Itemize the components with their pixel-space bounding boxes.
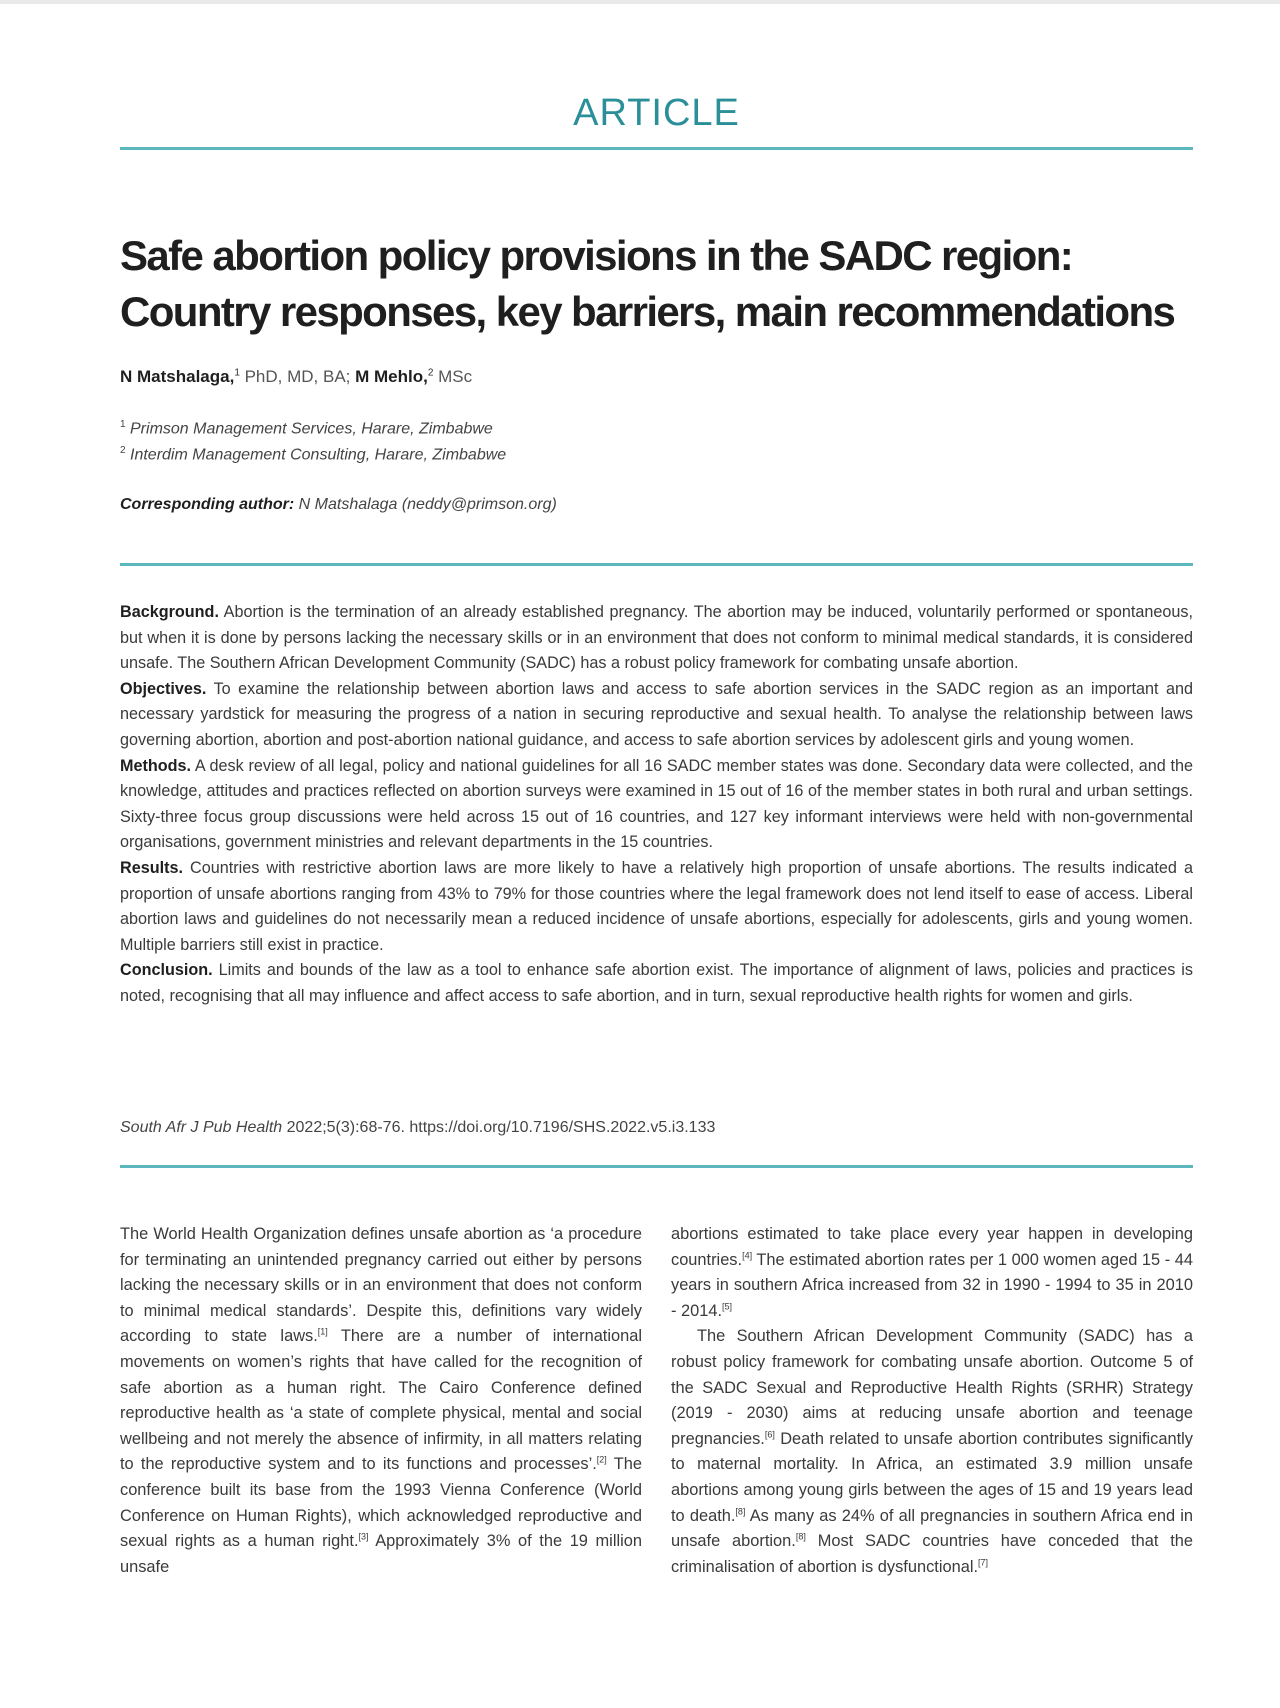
body-column-left bbox=[120, 1222, 642, 1580]
affiliation-2 bbox=[120, 445, 506, 464]
page-top-edge bbox=[0, 0, 1280, 4]
section-label: ARTICLE bbox=[573, 92, 740, 134]
body-right-p1-text-2: The estimated abortion rates per 1 000 women aged 15 - 44 years in southern Africa increased from 32 in 1990 - 1994 to 35 in 2010 - 2014. bbox=[671, 1250, 1193, 1320]
affiliation-2-number: 2 bbox=[120, 445, 126, 456]
abstract-top-rule bbox=[120, 563, 1193, 566]
abstract-methods-label: Methods. bbox=[120, 756, 192, 775]
reference-6: [6] bbox=[764, 1429, 775, 1440]
abstract-objectives-label: Objectives. bbox=[120, 679, 207, 698]
abstract-objectives bbox=[120, 677, 1193, 754]
body-right-paragraph-1 bbox=[671, 1222, 1193, 1324]
abstract-background-text: Abortion is the termination of an already established pregnancy. The abortion may be induced, voluntarily performed or spontaneous, but when it is done by persons lacking the necessary skills or in an environment that does not conform to minimal medical standards, it is considered unsafe. The Southern African Development Community (SADC) has a robust policy framework for combating unsafe abortion. bbox=[120, 603, 1193, 673]
abstract-methods-text: A desk review of all legal, policy and national guidelines for all 16 SADC member states was done. Secondary data were collected, and the knowledge, attitudes and practices reflected on abortion surveys were examined in 15 out of 16 of the member states in both rural and urban settings. Sixty-three focus group discussions were held across 15 out of 16 countries, and 127 key informant interviews were held with non-governmental organisations, government ministries and relevant departments in the 15 countries. bbox=[120, 756, 1193, 852]
body-right-p2-text-4: Most SADC countries have conceded that the criminalisation of abortion is dysfunctional. bbox=[671, 1532, 1193, 1576]
title-line-1: Safe abortion policy provisions in the SADC region: bbox=[120, 232, 1073, 279]
body-column-right bbox=[671, 1222, 1193, 1580]
abstract-conclusion bbox=[120, 958, 1193, 1009]
reference-7: [7] bbox=[978, 1557, 989, 1568]
author-1-name: N Matshalaga, bbox=[120, 367, 235, 386]
reference-4: [4] bbox=[742, 1250, 753, 1261]
body-left-text-3: The conference built its base from the 1993 Vienna Conference (World Conference on Human Rights), which acknowledged reproductive and sexual rights as a human right. bbox=[120, 1455, 642, 1551]
citation-journal: South Afr J Pub Health bbox=[120, 1119, 283, 1136]
abstract-results-text: Countries with restrictive abortion laws are more likely to have a relatively high proportion of unsafe abortions. The results indicated a proportion of unsafe abortions ranging from 43% to 79% for those countries where the legal framework does not lend itself to ease of access. Liberal abortion laws and guidelines do not necessarily mean a reduced incidence of unsafe abortions, especially for adolescents, girls and young women. Multiple barriers still exist in practice. bbox=[120, 858, 1193, 954]
body-left-text-1: The World Health Organization defines unsafe abortion as ‘a procedure for terminating an unintended pregnancy carried out either by persons lacking the necessary skills or in an environment that does not conform to minimal medical standards’. Despite this, definitions vary widely according to state laws. bbox=[120, 1225, 642, 1346]
body-right-p2-text-3: As many as 24% of all pregnancies in southern Africa end in unsafe abortion. bbox=[671, 1506, 1193, 1551]
reference-3: [3] bbox=[358, 1531, 369, 1542]
author-2-degrees: MSc bbox=[433, 367, 473, 386]
author-2-name: M Mehlo, bbox=[355, 367, 428, 386]
affiliation-1-number: 1 bbox=[120, 419, 126, 430]
citation-line bbox=[120, 1119, 715, 1137]
reference-1: [1] bbox=[317, 1326, 328, 1337]
affiliation-2-text: Interdim Management Consulting, Harare, Zimbabwe bbox=[125, 446, 507, 464]
body-right-paragraph-2 bbox=[671, 1324, 1193, 1580]
title-line-2: Country responses, key barriers, main recommendations bbox=[120, 288, 1175, 335]
body-right-p1-text-1: abortions estimated to take place every year happen in developing countries. bbox=[671, 1225, 1193, 1269]
corresponding-author-label: Corresponding author: bbox=[120, 496, 295, 513]
reference-5: [5] bbox=[722, 1301, 733, 1312]
body-left-text-2: There are a number of international movements on women’s rights that have called for the recognition of safe abortion as a human right. The Cairo Conference defined reproductive health as ‘a state of complete physical, mental and social wellbeing and not merely the absence of infirmity, in all matters relating to the reproductive system and to its functions and processes’. bbox=[120, 1327, 642, 1474]
abstract-background bbox=[120, 600, 1193, 677]
corresponding-author bbox=[120, 496, 557, 514]
citation-details: 2022;5(3):68-76. https://doi.org/10.7196/SHS.2022.v5.i3.133 bbox=[282, 1119, 716, 1136]
corresponding-author-text: N Matshalaga (neddy@primson.org) bbox=[294, 496, 557, 513]
reference-8b: [8] bbox=[795, 1531, 806, 1542]
abstract-results bbox=[120, 856, 1193, 958]
body-right-p2-text-2: Death related to unsafe abortion contributes significantly to maternal mortality. In Africa, an estimated 3.9 million unsafe abortions among young girls between the ages of 15 and 19 years lead to death. bbox=[671, 1429, 1193, 1525]
affiliation-1 bbox=[120, 419, 493, 438]
body-left-paragraph bbox=[120, 1222, 642, 1580]
author-2-affil-ref: 2 bbox=[427, 367, 434, 379]
article-title bbox=[120, 228, 1193, 340]
header-rule bbox=[120, 147, 1193, 150]
author-list bbox=[120, 367, 472, 387]
abstract-background-label: Background. bbox=[120, 603, 219, 621]
reference-2: [2] bbox=[596, 1454, 607, 1465]
body-left-text-4: Approximately 3% of the 19 million unsafe bbox=[120, 1532, 642, 1576]
abstract bbox=[120, 600, 1193, 1010]
affiliation-1-text: Primson Management Services, Harare, Zimbabwe bbox=[125, 420, 493, 438]
body-right-p2-text-1: The Southern African Development Community (SADC) has a robust policy framework for combating unsafe abortion. Outcome 5 of the SADC Sexual and Reproductive Health Rights (SRHR) Strategy (2019 - 2030) aims at reducing unsafe abortion and teenage pregnancies. bbox=[671, 1327, 1193, 1448]
abstract-conclusion-label: Conclusion. bbox=[120, 961, 213, 980]
reference-8a: [8] bbox=[735, 1506, 746, 1517]
abstract-methods bbox=[120, 754, 1193, 856]
abstract-results-label: Results. bbox=[120, 858, 183, 877]
author-1-affil-ref: 1 bbox=[234, 367, 240, 379]
author-1-degrees: PhD, MD, BA; bbox=[239, 367, 356, 386]
abstract-conclusion-text: Limits and bounds of the law as a tool to enhance safe abortion exist. The importance of alignment of laws, policies and practices is noted, recognising that all may influence and affect access to safe abortion, and in turn, sexual reproductive health rights for women and girls. bbox=[120, 961, 1193, 1005]
abstract-bottom-rule bbox=[120, 1165, 1193, 1168]
abstract-objectives-text: To examine the relationship between abortion laws and access to safe abortion services in the SADC region as an important and necessary yardstick for measuring the progress of a nation in securing reproductive and sexual health. To analyse the relationship between laws governing abortion, abortion and post-abortion national guidance, and access to safe abortion services by adolescent girls and young women. bbox=[120, 679, 1193, 749]
